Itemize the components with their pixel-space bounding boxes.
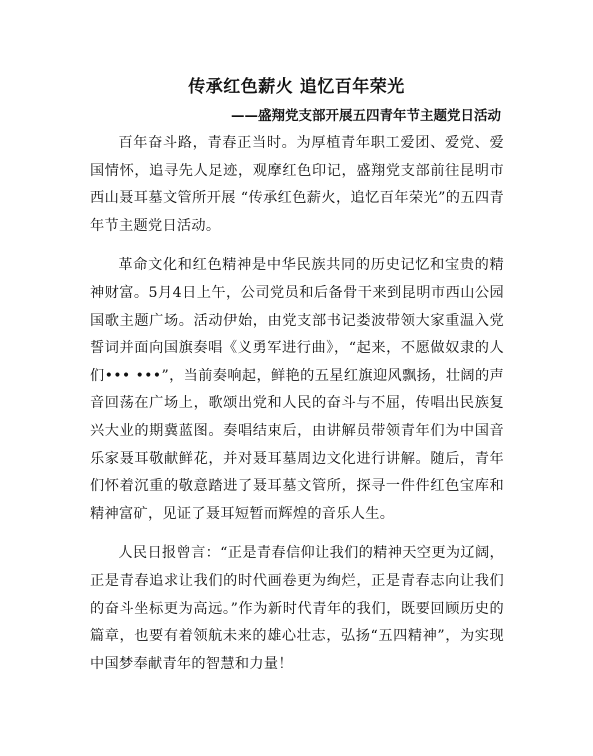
paragraph-activity: 革命文化和红色精神是中华民族共同的历史记忆和宝贵的精神财富。5月4日上午，公司党员和后备骨干来到昆明市西山公园国歌主题广场。活动伊始，由党支部书记娄波带领大家重温入党誓词并面向国旗奏唱《义勇军进行曲》，“起来，不愿做奴隶的人们••• •••”，当前奏响起，鲜艳的五星红旗迎风飘扬，壮阔的声音回荡在广场上，歌颂出党和人民的奋斗与不屈，传唱出民族复兴大业的期冀蓝图。奏唱结束后，由讲解员带领青年们为中国音乐家聂耳敬献鲜花，并对聂耳墓周边文化进行讲解。随后，青年们怀着沉重的敬意踏进了聂耳墓文管所，探寻一件件红色宝库和精神富矿，见证了聂耳短暂而辉煌的音乐人生。 xyxy=(90,257,504,522)
paragraph-conclusion: 人民日报曾言：“正是青春信仰让我们的精神天空更为辽阔，正是青春追求让我们的时代画卷更为绚烂，正是青春志向让我们的奋斗坐标更为高远。”作为新时代青年的我们，既要回顾历史的篇章，也要有着领航未来的雄心壮志，弘扬“五四精神”，为实现中国梦奉献青年的智慧和力量！ xyxy=(90,545,504,672)
paragraph-intro: 百年奋斗路，青春正当时。为厚植青年职工爱团、爱党、爱国情怀，追寻先人足迹，观摩红色印记，盛翔党支部前往昆明市西山聂耳墓文管所开展 “传承红色薪火，追忆百年荣光”的五四青年节主题党日活动。 xyxy=(90,135,504,234)
document-title: 传承红色薪火 追忆百年荣光 xyxy=(188,77,405,97)
document-body xyxy=(90,130,504,690)
document-subtitle: ——盛翔党支部开展五四青年节主题党日活动 xyxy=(231,108,501,124)
